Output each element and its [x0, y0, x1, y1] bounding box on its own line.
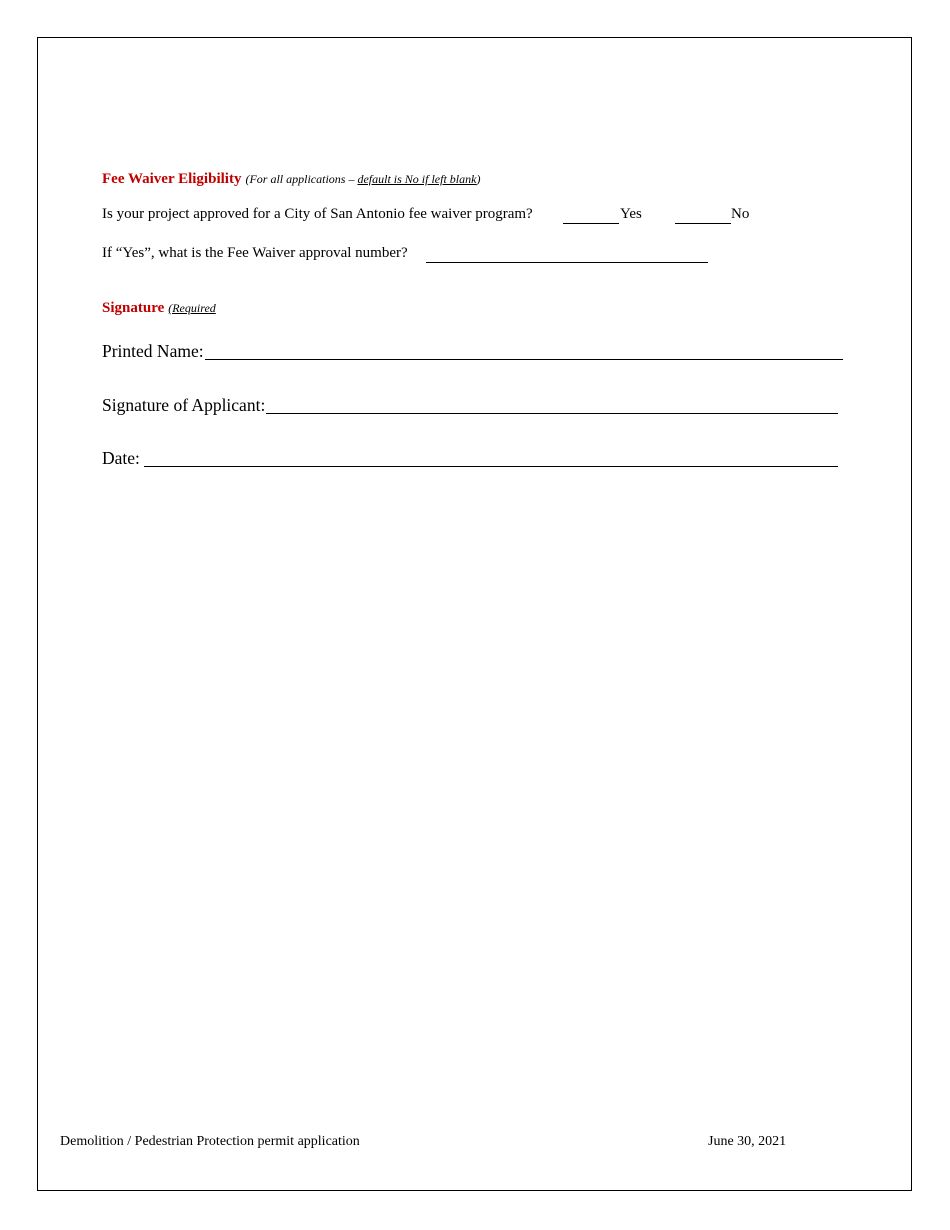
footer-revision-date: June 30, 2021 — [708, 1134, 787, 1149]
signature-required-note: (Required — [168, 301, 216, 315]
fee-waiver-note-prefix: (For all applications – — [245, 172, 358, 186]
fee-waiver-no-label: No — [731, 206, 750, 222]
printed-name-label: Printed Name: — [102, 341, 204, 361]
fee-waiver-yes-blank[interactable] — [563, 223, 619, 224]
fee-waiver-heading: Fee Waiver Eligibility — [102, 171, 242, 187]
fee-waiver-note-default: default is No if left blank — [357, 172, 477, 186]
date-field[interactable] — [144, 466, 838, 467]
signature-label: Signature of Applicant: — [102, 395, 266, 415]
fee-waiver-section-header — [102, 170, 480, 188]
fee-waiver-note — [245, 172, 480, 186]
approval-number-label: If “Yes”, what is the Fee Waiver approval number? — [102, 245, 408, 261]
fee-waiver-no-blank[interactable] — [675, 223, 731, 224]
date-label: Date: — [102, 448, 140, 468]
printed-name-field[interactable] — [205, 359, 843, 360]
fee-waiver-yes-label: Yes — [620, 206, 642, 222]
signature-field[interactable] — [266, 413, 838, 414]
fee-waiver-note-suffix: ) — [476, 172, 481, 186]
footer-form-title: Demolition / Pedestrian Protection permit application — [60, 1134, 360, 1149]
approval-number-field[interactable] — [426, 262, 708, 263]
signature-section-header — [102, 299, 216, 317]
fee-waiver-question: Is your project approved for a City of San Antonio fee waiver program? — [102, 206, 533, 222]
signature-heading: Signature — [102, 300, 165, 316]
